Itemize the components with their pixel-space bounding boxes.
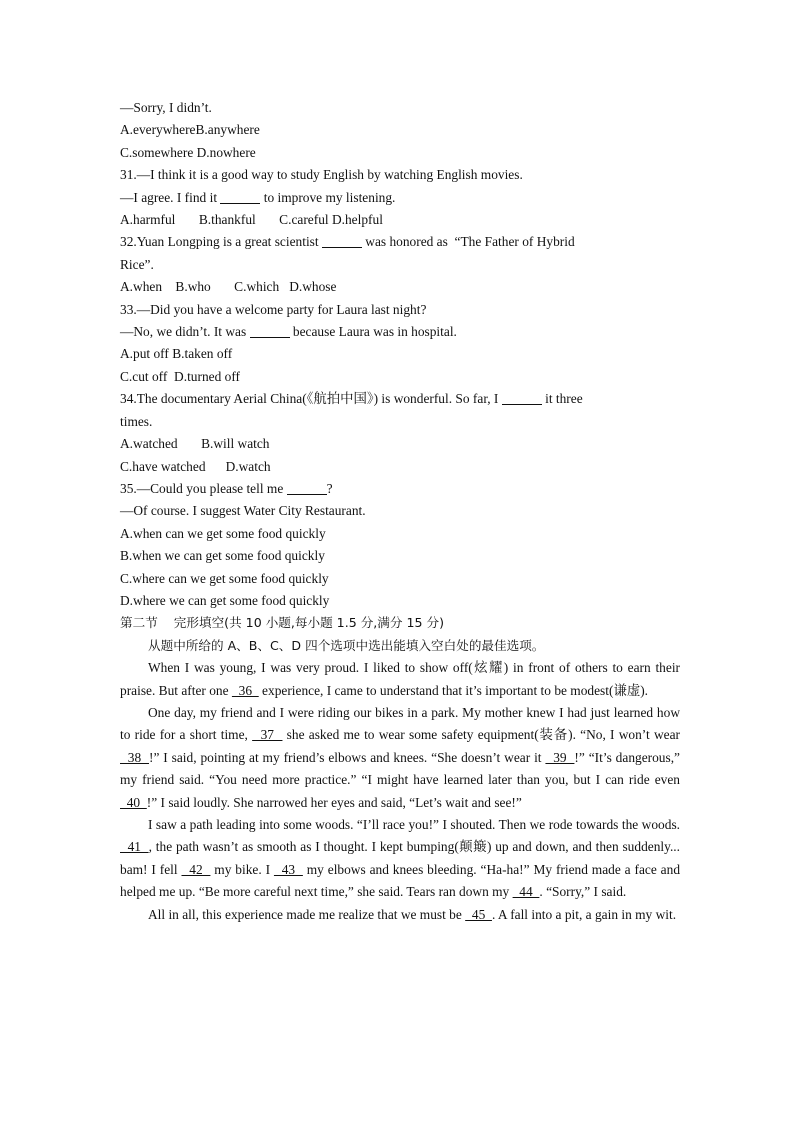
reply-text: —I agree. I find it xyxy=(120,189,221,205)
question-31 xyxy=(120,164,680,231)
question-35 xyxy=(120,478,680,612)
question-stem-cont: Rice”. xyxy=(120,256,154,272)
exam-page xyxy=(120,97,680,926)
options-cd: C.somewhere D.nowhere xyxy=(120,144,256,160)
blank-41: 41 xyxy=(120,839,149,855)
reply-text: because Laura was in hospital. xyxy=(289,324,457,340)
passage-paragraph-4: All in all, this experience made me realize that we must be 45 . A fall into a pit, a gain in my wit. xyxy=(148,906,677,922)
blank-45: 45 xyxy=(465,906,492,922)
question-34 xyxy=(120,388,680,478)
option-b: B.when we can get some food quickly xyxy=(120,548,325,564)
question-stem xyxy=(120,478,680,500)
blank-37: 37 xyxy=(252,727,283,743)
answer-blank xyxy=(287,480,327,495)
options-ab: A.everywhereB.anywhere xyxy=(120,122,260,138)
reply-line xyxy=(120,321,680,343)
question-stem: 31.—I think it is a good way to study English by watching English movies. xyxy=(120,167,523,183)
question-stem-cont: times. xyxy=(120,413,153,429)
section-instruction: 从题中所给的 A、B、C、D 四个选项中选出能填入空白处的最佳选项。 xyxy=(148,637,545,653)
blank-42: 42 xyxy=(181,861,211,877)
blank-40: 40 xyxy=(120,794,147,810)
answer-blank xyxy=(502,390,542,405)
answer-blank xyxy=(250,323,290,338)
stem-text: 35.—Could you please tell me xyxy=(120,480,287,496)
stem-text: was honored as “The Father of Hybrid xyxy=(361,234,575,250)
blank-43: 43 xyxy=(273,861,303,877)
reply-text: —No, we didn’t. It was xyxy=(120,324,250,340)
section-heading: 第二节 完形填空(共 10 小题,每小题 1.5 分,满分 15 分) xyxy=(120,615,445,631)
option-c: C.where can we get some food quickly xyxy=(120,570,329,586)
passage-paragraph-2: One day, my friend and I were riding our bikes in a park. My mother knew I had just learned how to ride for a short time, 37 she asked me to wear some safety equipment(装备). “No, I won’t wear 38 !” I said, pointing at my friend’s elbows and knees. “She doesn’t wear it 39 !” “It’s dangerous,” my friend said. “You need more practice.” “I might have learned later than you, but I can ride even 40 !” I said loudly. She narrowed her eyes and said, “Let’s wait and see!” xyxy=(120,704,680,810)
answer-blank xyxy=(220,189,260,204)
stem-text: it three xyxy=(541,391,583,407)
question-stem xyxy=(120,388,680,410)
options-cd: C.have watched D.watch xyxy=(120,458,271,474)
options-cd: C.cut off D.turned off xyxy=(120,368,240,384)
answer-line: —Sorry, I didn’t. xyxy=(120,100,212,115)
reply-line xyxy=(120,187,680,209)
question-32 xyxy=(120,231,680,298)
options: A.harmful B.thankful C.careful D.helpful xyxy=(120,212,383,228)
options: A.when B.who C.which D.whose xyxy=(120,279,337,295)
question-33 xyxy=(120,299,680,389)
option-d: D.where we can get some food quickly xyxy=(120,592,330,608)
question-stem: 33.—Did you have a welcome party for Laura last night? xyxy=(120,301,427,317)
blank-44: 44 xyxy=(512,884,540,900)
blank-38: 38 xyxy=(120,749,149,765)
passage-paragraph-3: I saw a path leading into some woods. “I’ll race you!” I shouted. Then we rode towards the woods. 41 , the path wasn’t as smooth as I thought. I kept bumping(颠簸) up and down, and then suddenly... bam! I fell 42 my bike. I 43 my elbows and knees bleeding. “Ha-ha!” My friend made a face and helped me up. “Be more careful next time,” she said. Tears ran down my 44 . “Sorry,” I said. xyxy=(120,817,681,900)
reply-text: to improve my listening. xyxy=(260,189,396,205)
question-stem xyxy=(120,231,680,253)
blank-36: 36 xyxy=(231,682,259,698)
reply-line: —Of course. I suggest Water City Restaurant. xyxy=(120,503,366,519)
stem-text: ? xyxy=(326,480,333,496)
stem-text: 32.Yuan Longping is a great scientist xyxy=(120,234,322,250)
question-30-tail xyxy=(120,97,680,164)
options-ab: A.put off B.taken off xyxy=(120,346,233,362)
blank-39: 39 xyxy=(545,749,575,765)
passage-paragraph-1: When I was young, I was very proud. I liked to show off(炫耀) in front of others to earn their praise. But after one 36 experience, I came to understand that it’s important to be modest(谦虚). xyxy=(120,660,680,698)
stem-text: 34.The documentary Aerial China(《航拍中国》) is wonderful. So far, I xyxy=(120,391,502,407)
option-a: A.when can we get some food quickly xyxy=(120,525,326,541)
answer-blank xyxy=(322,233,362,248)
options-ab: A.watched B.will watch xyxy=(120,436,270,452)
